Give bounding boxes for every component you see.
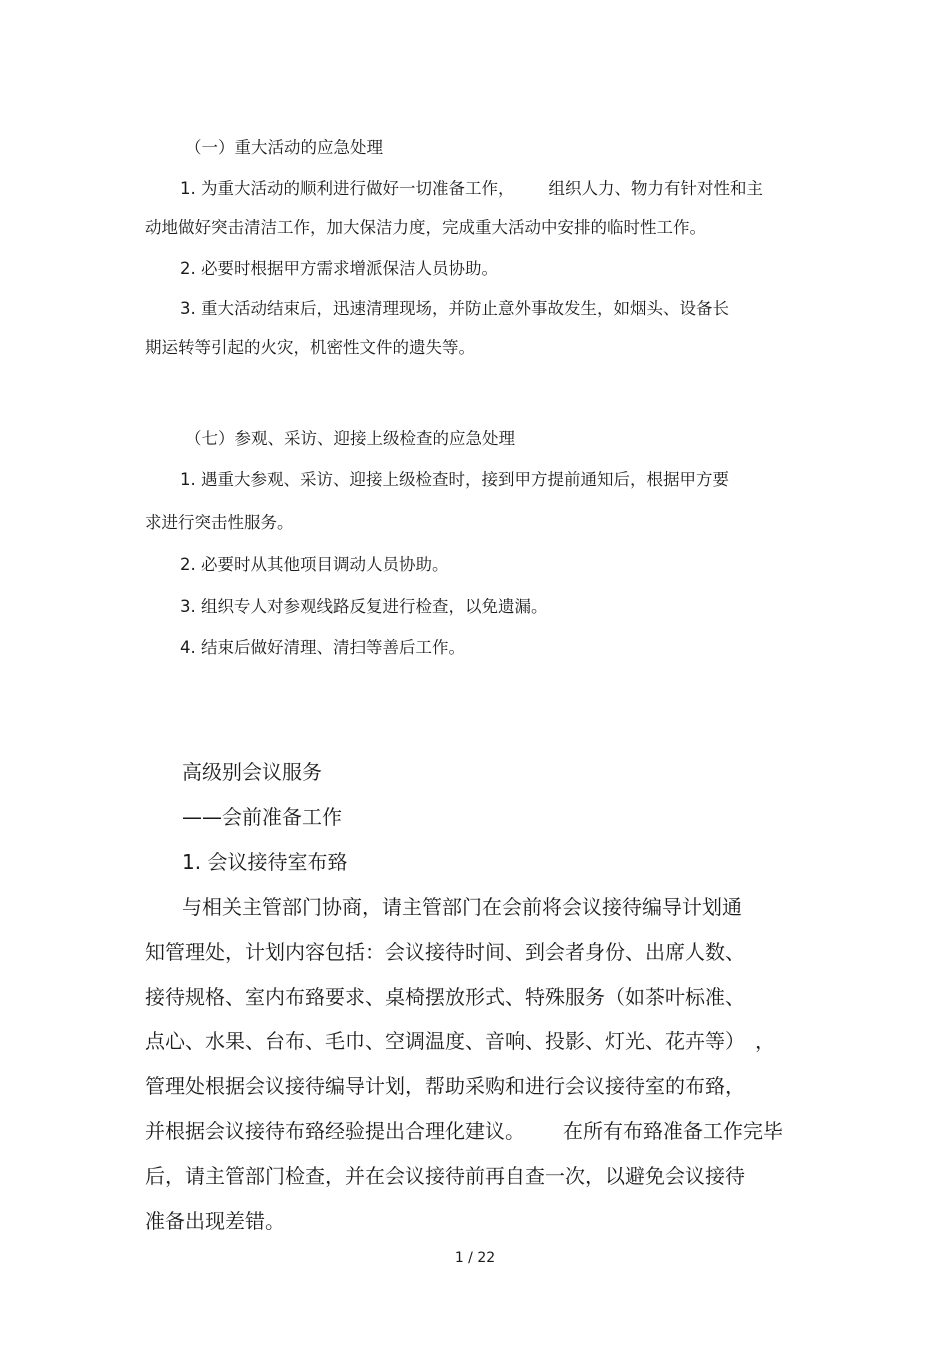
- section-heading-major-events: （一）重大活动的应急处理: [185, 138, 383, 157]
- section-subtitle: ——会前准备工作: [182, 805, 342, 829]
- paragraph-line: 期运转等引起的火灾，机密性文件的遗失等。: [145, 338, 475, 357]
- paragraph-comma: ，: [755, 1029, 775, 1053]
- paragraph-line: 求进行突击性服务。: [145, 513, 294, 532]
- list-item-heading: 1. 会议接待室布臵: [182, 850, 348, 874]
- paragraph-text: 并根据会议接待布臵经验提出合理化建议。: [145, 1119, 525, 1143]
- paragraph-line: [180, 175, 763, 199]
- page-number: 1 / 22: [454, 1250, 496, 1266]
- paragraph-line: 1. 遇重大参观、采访、迎接上级检查时，接到甲方提前通知后，根据甲方要: [180, 470, 729, 489]
- paragraph-line: 知管理处，计划内容包括：会议接待时间、到会者身份、出席人数、: [145, 940, 745, 964]
- paragraph-line: 3. 重大活动结束后，迅速清理现场，并防止意外事故发生，如烟头、设备长: [180, 299, 729, 318]
- paragraph-text: 点心、水果、台布、毛巾、空调温度、音响、投影、灯光、花卉等）: [145, 1029, 745, 1053]
- paragraph-line: 与相关主管部门协商，请主管部门在会前将会议接待编导计划通: [182, 895, 742, 919]
- paragraph-line: [145, 1115, 783, 1144]
- paragraph-line: 准备出现差错。: [145, 1209, 285, 1233]
- paragraph-line: 后，请主管部门检查，并在会议接待前再自查一次，以避免会议接待: [145, 1164, 745, 1188]
- paragraph-line: [145, 1025, 775, 1054]
- section-heading-inspection: （七）参观、采访、迎接上级检查的应急处理: [185, 429, 515, 448]
- paragraph-text: 1. 为重大活动的顺利进行做好一切准备工作，: [180, 179, 515, 198]
- paragraph-line: 3. 组织专人对参观线路反复进行检查，以免遗漏。: [180, 597, 548, 616]
- paragraph-line: 管理处根据会议接待编导计划，帮助采购和进行会议接待室的布臵，: [145, 1074, 745, 1098]
- paragraph-line: 接待规格、室内布臵要求、桌椅摆放形式、特殊服务（如茶叶标准、: [145, 985, 745, 1009]
- paragraph-line: 2. 必要时根据甲方需求增派保洁人员协助。: [180, 259, 498, 278]
- paragraph-text: 组织人力、物力有针对性和主: [548, 179, 763, 198]
- paragraph-line: 2. 必要时从其他项目调动人员协助。: [180, 555, 449, 574]
- paragraph-text: 在所有布臵准备工作完毕: [563, 1119, 783, 1143]
- paragraph-line: 动地做好突击清洁工作，加大保洁力度，完成重大活动中安排的临时性工作。: [145, 218, 706, 237]
- section-title-meeting-service: 高级别会议服务: [182, 760, 322, 784]
- paragraph-line: 4. 结束后做好清理、清扫等善后工作。: [180, 638, 465, 657]
